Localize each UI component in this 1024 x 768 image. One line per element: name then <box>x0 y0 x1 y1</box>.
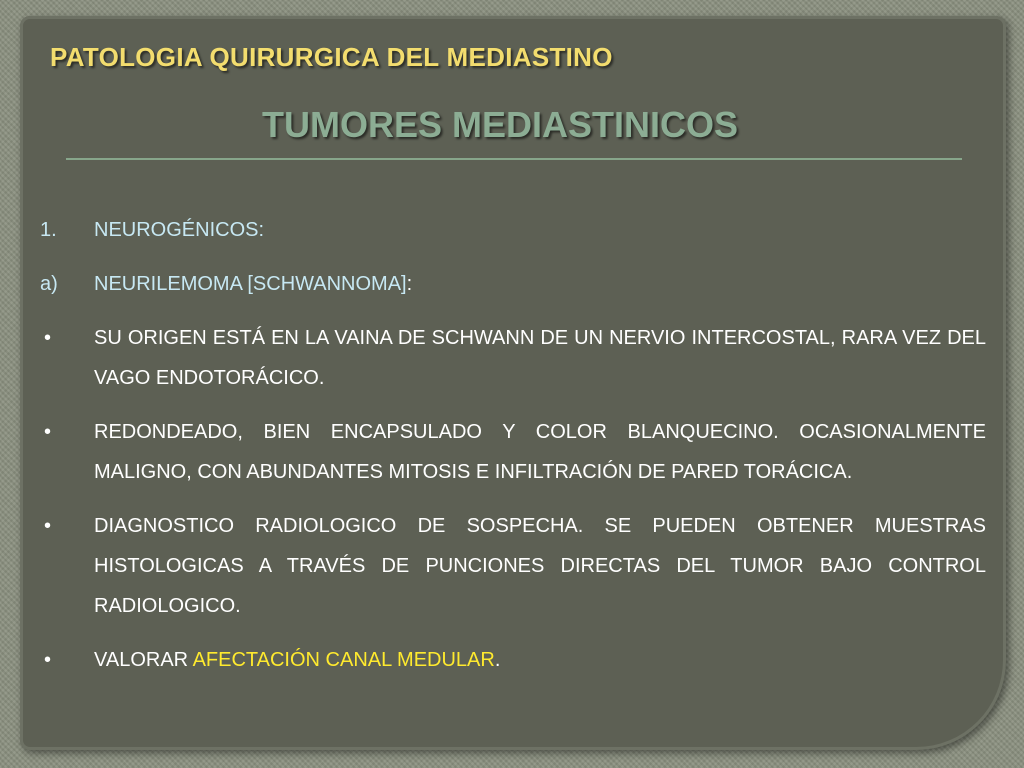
subsection-letter: a) <box>40 273 58 295</box>
list-item <box>40 412 986 492</box>
bullet-icon: • <box>44 421 52 443</box>
subsection-heading <box>40 264 986 304</box>
slide-title: TUMORES MEDIASTINICOS <box>261 104 738 145</box>
title-divider <box>66 158 962 160</box>
bullet-icon: • <box>44 515 52 537</box>
subsection-label: NEURILEMOMA [SCHWANNOMA] <box>94 273 407 295</box>
bullet-text: SU ORIGEN ESTÁ EN LA VAINA DE SCHWANN DE UN NERVIO INTERCOSTAL, RARA VEZ DEL VAGO ENDOTORÁCICO. <box>94 327 986 389</box>
subsection-colon: : <box>406 273 413 295</box>
bullet-icon: • <box>44 327 52 349</box>
list-item <box>40 640 986 680</box>
bullet-suffix: . <box>494 649 501 671</box>
bullet-icon: • <box>44 649 52 671</box>
list-item <box>40 506 986 626</box>
section-number: 1. <box>40 219 57 241</box>
subsection-text <box>94 264 986 304</box>
bullet-text: REDONDEADO, BIEN ENCAPSULADO Y COLOR BLANQUECINO. OCASIONALMENTE MALIGNO, CON ABUNDANTES MITOSIS E INFILTRACIÓN DE PARED TORÁCICA. <box>94 421 986 483</box>
slide-subtitle: PATOLOGIA QUIRURGICA DEL MEDIASTINO <box>50 42 613 72</box>
bullet-text: DIAGNOSTICO RADIOLOGICO DE SOSPECHA. SE PUEDEN OBTENER MUESTRAS HISTOLOGICAS A TRAVÉS DE PUNCIONES DIRECTAS DEL TUMOR BAJO CONTROL RADIOLOGICO. <box>94 515 986 617</box>
bullet-text <box>94 640 986 680</box>
bullet-prefix: VALORAR <box>94 649 193 671</box>
section-label: NEUROGÉNICOS: <box>94 219 265 241</box>
list-item <box>40 318 986 398</box>
highlighted-text: AFECTACIÓN CANAL MEDULAR <box>192 649 495 671</box>
section-heading <box>40 210 986 250</box>
slide-content <box>40 210 986 694</box>
